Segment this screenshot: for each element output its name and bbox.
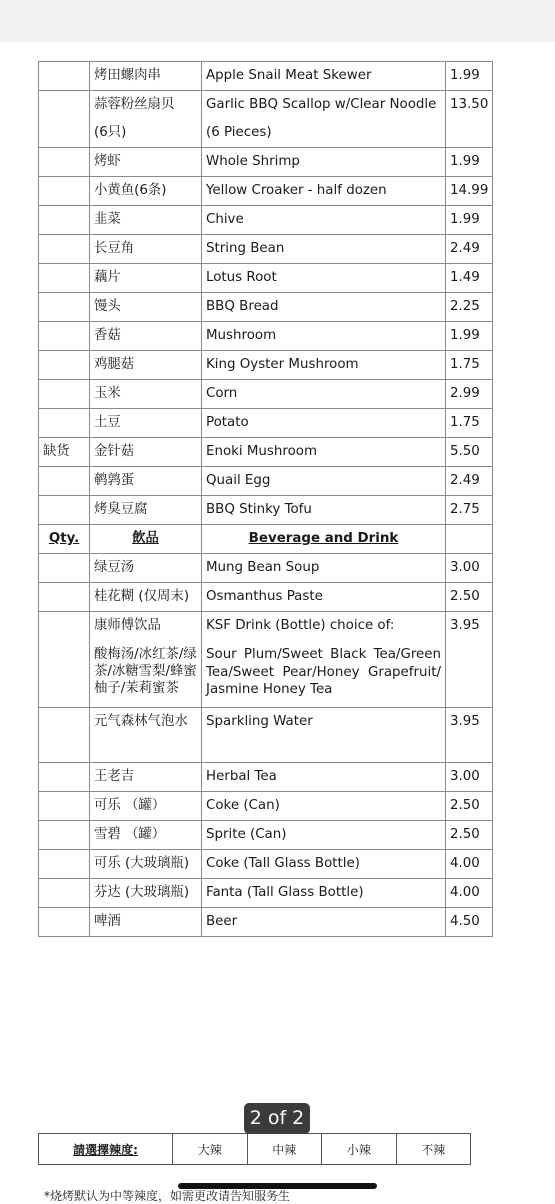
price: 1.49 xyxy=(446,264,493,293)
chinese-name: 绿豆汤 xyxy=(90,554,202,583)
qty-cell xyxy=(39,762,90,791)
footnote: *烧烤默认为中等辣度，如需更改请告知服务生 xyxy=(44,1189,291,1203)
spice-level-row xyxy=(39,1134,471,1165)
english-name: Yellow Croaker - half dozen xyxy=(202,177,446,206)
english-name: Quail Egg xyxy=(202,467,446,496)
qty-cell xyxy=(39,148,90,177)
price: 1.99 xyxy=(446,148,493,177)
chinese-name: 金针菇 xyxy=(90,438,202,467)
spice-level-label: 請選擇辣度: xyxy=(73,1142,138,1157)
qty-cell xyxy=(39,62,90,91)
price: 4.00 xyxy=(446,878,493,907)
price: 1.75 xyxy=(446,351,493,380)
chinese-name: 烤臭豆腐 xyxy=(90,496,202,525)
qty-cell xyxy=(39,496,90,525)
table-row xyxy=(39,791,493,820)
chinese-name: 馒头 xyxy=(90,293,202,322)
table-row xyxy=(39,351,493,380)
spice-option-extra-hot[interactable]: 大辣 xyxy=(173,1134,248,1165)
table-row xyxy=(39,91,493,148)
drinks-header-english: Beverage and Drink xyxy=(248,531,399,546)
qty-cell xyxy=(39,707,90,762)
qty-cell xyxy=(39,409,90,438)
english-name: Fanta (Tall Glass Bottle) xyxy=(202,878,446,907)
table-row xyxy=(39,583,493,612)
qty-cell xyxy=(39,206,90,235)
table-row xyxy=(39,878,493,907)
table-row xyxy=(39,612,493,708)
chinese-name: 鸡腿菇 xyxy=(90,351,202,380)
qty-cell xyxy=(39,351,90,380)
table-row xyxy=(39,293,493,322)
qty-cell xyxy=(39,907,90,936)
english-name-line2: (6 Pieces) xyxy=(206,125,272,140)
qty-header: Qty. xyxy=(48,531,80,546)
price: 2.50 xyxy=(446,791,493,820)
qty-cell xyxy=(39,467,90,496)
price: 2.49 xyxy=(446,467,493,496)
english-name xyxy=(202,612,446,708)
price: 3.00 xyxy=(446,762,493,791)
chinese-name: 鹌鹑蛋 xyxy=(90,467,202,496)
table-row xyxy=(39,148,493,177)
qty-cell xyxy=(39,791,90,820)
english-name: Apple Snail Meat Skewer xyxy=(202,62,446,91)
spice-option-not-spicy[interactable]: 不辣 xyxy=(396,1134,471,1165)
chinese-name xyxy=(90,612,202,708)
price: 1.99 xyxy=(446,322,493,351)
table-row xyxy=(39,820,493,849)
price: 1.75 xyxy=(446,409,493,438)
drinks-header-chinese: 飲品 xyxy=(132,531,159,546)
english-name: Whole Shrimp xyxy=(202,148,446,177)
english-name: BBQ Bread xyxy=(202,293,446,322)
qty-cell xyxy=(39,235,90,264)
english-name: Mushroom xyxy=(202,322,446,351)
qty-cell xyxy=(39,91,90,148)
price: 1.99 xyxy=(446,206,493,235)
chinese-name: 玉米 xyxy=(90,380,202,409)
english-name-line1: Garlic BBQ Scallop w/Clear Noodle xyxy=(206,97,437,112)
english-name: Osmanthus Paste xyxy=(202,583,446,612)
english-name: Sprite (Can) xyxy=(202,820,446,849)
english-name-line1: KSF Drink (Bottle) choice of: xyxy=(206,618,395,633)
price: 14.99 xyxy=(446,177,493,206)
qty-cell xyxy=(39,380,90,409)
english-name: Coke (Can) xyxy=(202,791,446,820)
chinese-name: 烤虾 xyxy=(90,148,202,177)
home-indicator[interactable] xyxy=(178,1183,377,1189)
chinese-name: 啤酒 xyxy=(90,907,202,936)
chinese-name: 可乐 (大玻璃瓶) xyxy=(90,849,202,878)
english-name: King Oyster Mushroom xyxy=(202,351,446,380)
chinese-name: 香菇 xyxy=(90,322,202,351)
qty-cell xyxy=(39,583,90,612)
table-row xyxy=(39,409,493,438)
qty-cell xyxy=(39,849,90,878)
english-name: Enoki Mushroom xyxy=(202,438,446,467)
chinese-name xyxy=(90,91,202,148)
drinks-header-row xyxy=(39,525,493,554)
price: 13.50 xyxy=(446,91,493,148)
table-row xyxy=(39,206,493,235)
menu-table xyxy=(38,61,493,937)
chinese-name-line1: 康师傅饮品 xyxy=(94,618,161,633)
table-row xyxy=(39,177,493,206)
chinese-name-line1: 蒜蓉粉丝扇贝 xyxy=(94,97,175,112)
table-row xyxy=(39,762,493,791)
qty-cell xyxy=(39,293,90,322)
qty-cell xyxy=(39,612,90,708)
spice-level-table xyxy=(38,1133,471,1165)
chinese-name: 韭菜 xyxy=(90,206,202,235)
chinese-flavor-list: 酸梅汤/冰红茶/绿茶/冰糖雪梨/蜂蜜柚子/茉莉蜜茶 xyxy=(94,647,197,696)
chinese-name: 小黄鱼(6条) xyxy=(90,177,202,206)
qty-cell xyxy=(39,554,90,583)
price: 4.50 xyxy=(446,907,493,936)
chinese-name: 元气森林气泡水 xyxy=(90,707,202,762)
price: 2.99 xyxy=(446,380,493,409)
qty-cell xyxy=(39,177,90,206)
table-row xyxy=(39,496,493,525)
english-name: Potato xyxy=(202,409,446,438)
spice-option-mild[interactable]: 小辣 xyxy=(322,1134,397,1165)
english-name: Lotus Root xyxy=(202,264,446,293)
page-indicator: 2 of 2 xyxy=(244,1103,310,1134)
top-bar xyxy=(0,0,555,43)
table-row xyxy=(39,554,493,583)
table-row xyxy=(39,235,493,264)
chinese-name-line2: (6只) xyxy=(94,125,127,140)
price: 3.95 xyxy=(446,707,493,762)
table-row xyxy=(39,380,493,409)
chinese-name: 藕片 xyxy=(90,264,202,293)
price: 3.95 xyxy=(446,612,493,708)
chinese-name: 王老吉 xyxy=(90,762,202,791)
table-row xyxy=(39,467,493,496)
chinese-name: 烤田螺肉串 xyxy=(90,62,202,91)
table-row xyxy=(39,707,493,762)
price: 1.99 xyxy=(446,62,493,91)
price: 2.25 xyxy=(446,293,493,322)
table-row xyxy=(39,322,493,351)
table-row xyxy=(39,907,493,936)
english-name: Beer xyxy=(202,907,446,936)
english-name xyxy=(202,91,446,148)
english-name: Sparkling Water xyxy=(202,707,446,762)
english-name: Chive xyxy=(202,206,446,235)
english-name: String Bean xyxy=(202,235,446,264)
chinese-name: 雪碧 （罐） xyxy=(90,820,202,849)
chinese-name: 土豆 xyxy=(90,409,202,438)
price: 5.50 xyxy=(446,438,493,467)
price: 2.75 xyxy=(446,496,493,525)
price: 4.00 xyxy=(446,849,493,878)
out-of-stock-note: 缺货 xyxy=(39,438,90,467)
price: 2.50 xyxy=(446,583,493,612)
price: 3.00 xyxy=(446,554,493,583)
english-flavor-list: Sour Plum/Sweet Black Tea/Green Tea/Sweet Pear/Honey Grapefruit/ Jasmine Honey Tea xyxy=(206,647,441,697)
english-name: Herbal Tea xyxy=(202,762,446,791)
english-name: Coke (Tall Glass Bottle) xyxy=(202,849,446,878)
price: 2.49 xyxy=(446,235,493,264)
price: 2.50 xyxy=(446,820,493,849)
table-row xyxy=(39,849,493,878)
english-name: Mung Bean Soup xyxy=(202,554,446,583)
price-header xyxy=(446,525,493,554)
chinese-name: 芬达 (大玻璃瓶) xyxy=(90,878,202,907)
chinese-name: 长豆角 xyxy=(90,235,202,264)
chinese-name: 可乐 （罐） xyxy=(90,791,202,820)
qty-cell xyxy=(39,264,90,293)
qty-cell xyxy=(39,820,90,849)
chinese-name: 桂花糊 (仅周末) xyxy=(90,583,202,612)
spice-option-medium[interactable]: 中辣 xyxy=(247,1134,322,1165)
english-name: Corn xyxy=(202,380,446,409)
qty-cell xyxy=(39,878,90,907)
table-row xyxy=(39,438,493,467)
qty-cell xyxy=(39,322,90,351)
table-row xyxy=(39,62,493,91)
english-name: BBQ Stinky Tofu xyxy=(202,496,446,525)
table-row xyxy=(39,264,493,293)
